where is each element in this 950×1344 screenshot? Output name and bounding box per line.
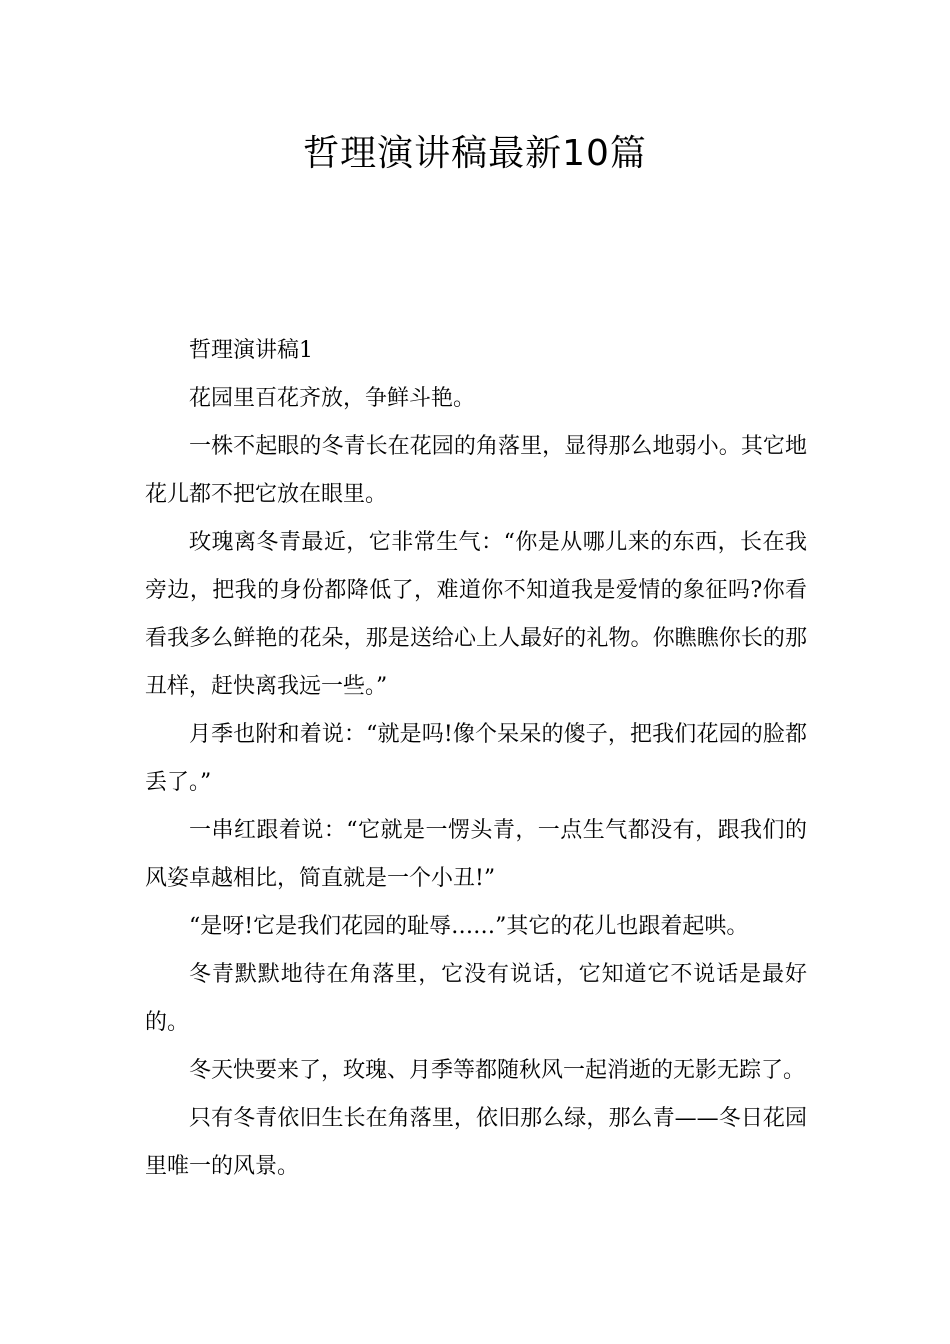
paragraph: 冬青默默地待在角落里，它没有说话，它知道它不说话是最好的。: [145, 962, 807, 1035]
paragraph: 月季也附和着说：“就是吗!像个呆呆的傻子，把我们花园的脸都丢了。”: [145, 722, 807, 795]
paragraph: 冬天快要来了，玫瑰、月季等都随秋风一起消逝的无影无踪了。: [189, 1058, 806, 1083]
paragraph: “是呀!它是我们花园的耻辱……”其它的花儿也跟着起哄。: [189, 914, 749, 939]
paragraph: 一串红跟着说：“它就是一愣头青，一点生气都没有，跟我们的风姿卓越相比，简直就是一个小丑!”: [145, 818, 807, 891]
section-heading: 哲理演讲稿1: [189, 338, 313, 363]
paragraph: 只有冬青依旧生长在角落里，依旧那么绿，那么青——冬日花园里唯一的风景。: [145, 1106, 807, 1179]
document-title: 哲理演讲稿最新10篇: [303, 133, 647, 174]
paragraph: 一株不起眼的冬青长在花园的角落里，显得那么地弱小。其它地花儿都不把它放在眼里。: [145, 434, 807, 507]
paragraph: 花园里百花齐放，争鲜斗艳。: [189, 386, 476, 411]
document-body: [145, 327, 807, 1191]
paragraph: 玫瑰离冬青最近，它非常生气：“你是从哪儿来的东西，长在我旁边，把我的身份都降低了，难道你不知道我是爱情的象征吗?你看看我多么鲜艳的花朵，那是送给心上人最好的礼物。你瞧瞧你长的那丑样，赶快离我远一些。”: [145, 530, 807, 699]
